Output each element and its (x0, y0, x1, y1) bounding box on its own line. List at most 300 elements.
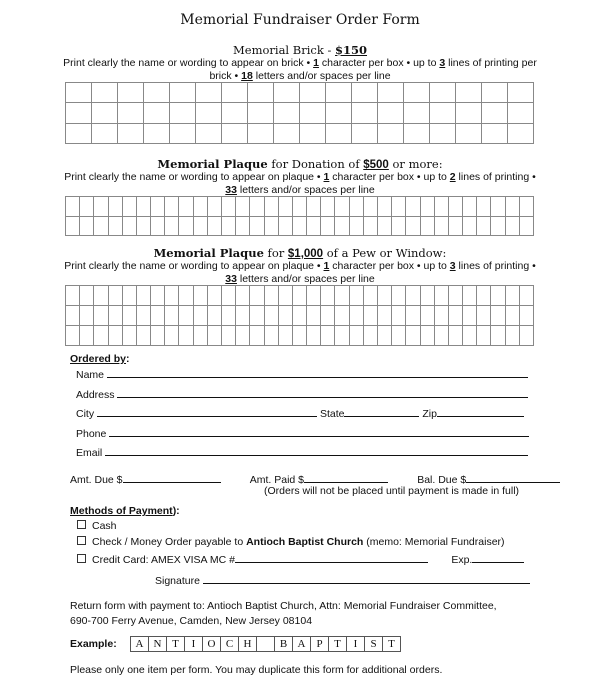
character-box[interactable] (265, 217, 279, 237)
character-box[interactable] (463, 286, 477, 306)
character-box[interactable] (477, 326, 491, 346)
amt-due-field[interactable] (123, 472, 221, 483)
character-box[interactable] (109, 286, 123, 306)
character-box[interactable] (335, 306, 349, 326)
city-row (76, 406, 524, 420)
character-box[interactable] (378, 103, 404, 123)
character-box[interactable] (364, 326, 378, 346)
character-box[interactable] (392, 217, 406, 237)
character-box[interactable] (404, 124, 430, 144)
character-box[interactable] (248, 103, 274, 123)
character-box[interactable] (109, 326, 123, 346)
character-box[interactable] (250, 217, 264, 237)
character-box[interactable] (222, 197, 236, 217)
character-box[interactable] (321, 306, 335, 326)
card-number-field[interactable] (235, 552, 428, 563)
character-box[interactable] (123, 217, 137, 237)
character-box[interactable] (430, 83, 456, 103)
character-box[interactable] (66, 217, 80, 237)
plaque500-letters: 33 (225, 184, 237, 196)
character-box[interactable] (350, 326, 364, 346)
character-box[interactable] (165, 217, 179, 237)
character-box[interactable] (335, 326, 349, 346)
character-box[interactable] (80, 306, 94, 326)
plaque500-lines: 2 (449, 171, 456, 183)
character-box[interactable] (421, 286, 435, 306)
character-box[interactable] (463, 217, 477, 237)
character-box[interactable] (421, 197, 435, 217)
character-box[interactable] (151, 326, 165, 346)
character-box[interactable] (364, 306, 378, 326)
plaque500-character-grid[interactable] (65, 196, 534, 236)
ordered-by-colon: : (126, 353, 130, 365)
plaque500-h3: or more: (388, 157, 443, 171)
plaque1000-chars: 1 (323, 260, 330, 272)
character-box[interactable] (477, 286, 491, 306)
character-box[interactable] (321, 286, 335, 306)
check-payee: Antioch Baptist Church (246, 536, 364, 548)
character-box[interactable] (364, 286, 378, 306)
character-box[interactable] (350, 197, 364, 217)
character-box[interactable] (463, 326, 477, 346)
character-box[interactable] (194, 326, 208, 346)
character-box[interactable] (170, 103, 196, 123)
character-box[interactable] (222, 103, 248, 123)
character-box[interactable] (109, 306, 123, 326)
character-box[interactable] (491, 306, 505, 326)
character-box[interactable] (406, 197, 420, 217)
character-box[interactable] (352, 124, 378, 144)
character-box[interactable] (463, 306, 477, 326)
brick-chars: 1 (313, 57, 319, 69)
character-box[interactable] (165, 326, 179, 346)
character-box[interactable] (520, 286, 534, 306)
character-box[interactable] (482, 103, 508, 123)
character-box[interactable] (508, 83, 534, 103)
payment-methods-label (70, 505, 180, 517)
character-box[interactable] (208, 326, 222, 346)
character-box[interactable] (520, 217, 534, 237)
character-box[interactable] (520, 197, 534, 217)
character-box[interactable] (456, 124, 482, 144)
character-box[interactable] (491, 326, 505, 346)
brick-instr-a: Print clearly the name or wording to appear on brick • (63, 57, 314, 69)
plaque1000-h2: for (263, 246, 288, 260)
character-box[interactable] (196, 103, 222, 123)
character-box[interactable] (307, 217, 321, 237)
character-box[interactable] (208, 306, 222, 326)
character-box[interactable] (321, 217, 335, 237)
plaque1000-instr-b: character per box • up to (329, 260, 450, 272)
character-box[interactable] (482, 83, 508, 103)
example-letter-box (257, 637, 275, 651)
character-box[interactable] (137, 306, 151, 326)
character-box[interactable] (248, 83, 274, 103)
character-box[interactable] (94, 306, 108, 326)
example-row (70, 636, 401, 652)
character-box[interactable] (430, 103, 456, 123)
character-box[interactable] (392, 286, 406, 306)
character-box[interactable] (80, 197, 94, 217)
character-box[interactable] (265, 286, 279, 306)
character-box[interactable] (274, 103, 300, 123)
phone-label: Phone (76, 428, 107, 440)
character-box[interactable] (236, 326, 250, 346)
character-box[interactable] (378, 124, 404, 144)
character-box[interactable] (151, 306, 165, 326)
example-label: Example: (70, 638, 117, 650)
character-box[interactable] (279, 306, 293, 326)
character-box[interactable] (196, 124, 222, 144)
character-box[interactable] (165, 197, 179, 217)
character-box[interactable] (196, 83, 222, 103)
character-box[interactable] (279, 217, 293, 237)
character-box[interactable] (123, 306, 137, 326)
brick-instr-c: lines of printing per brick • (209, 57, 537, 82)
character-box[interactable] (293, 286, 307, 306)
character-box[interactable] (137, 326, 151, 346)
character-box[interactable] (364, 197, 378, 217)
character-box[interactable] (307, 306, 321, 326)
character-box[interactable] (92, 124, 118, 144)
character-box[interactable] (248, 124, 274, 144)
character-box[interactable] (66, 103, 92, 123)
character-box[interactable] (66, 124, 92, 144)
character-box[interactable] (435, 326, 449, 346)
character-box[interactable] (208, 197, 222, 217)
character-box[interactable] (378, 306, 392, 326)
character-box[interactable] (179, 286, 193, 306)
character-box[interactable] (321, 326, 335, 346)
character-box[interactable] (144, 103, 170, 123)
character-box[interactable] (293, 197, 307, 217)
character-box[interactable] (430, 124, 456, 144)
credit-card-option[interactable] (77, 552, 524, 566)
brick-character-grid[interactable] (65, 82, 534, 144)
character-box[interactable] (222, 286, 236, 306)
check-checkbox[interactable] (77, 536, 86, 545)
character-box[interactable] (123, 326, 137, 346)
character-box[interactable] (250, 197, 264, 217)
character-box[interactable] (392, 306, 406, 326)
plaque1000-character-grid[interactable] (65, 285, 534, 346)
example-letter-box: P (311, 637, 329, 651)
return-text-1: Return form with payment to: Antioch Baptist Church, Attn: Memorial Fundraiser Committee, (70, 600, 497, 612)
character-box[interactable] (421, 306, 435, 326)
example-letter-box: A (131, 637, 149, 651)
character-box[interactable] (279, 197, 293, 217)
character-box[interactable] (94, 326, 108, 346)
character-box[interactable] (435, 286, 449, 306)
character-box[interactable] (279, 286, 293, 306)
example-letter-box: I (347, 637, 365, 651)
character-box[interactable] (449, 217, 463, 237)
character-box[interactable] (406, 306, 420, 326)
character-box[interactable] (170, 83, 196, 103)
character-box[interactable] (66, 286, 80, 306)
character-box[interactable] (378, 217, 392, 237)
character-box[interactable] (506, 306, 520, 326)
character-box[interactable] (222, 83, 248, 103)
character-box[interactable] (392, 326, 406, 346)
city-label: City (76, 408, 95, 420)
character-box[interactable] (194, 197, 208, 217)
character-box[interactable] (293, 326, 307, 346)
character-box[interactable] (406, 217, 420, 237)
character-box[interactable] (179, 197, 193, 217)
amt-paid-field[interactable] (304, 472, 388, 483)
page-title: Memorial Fundraiser Order Form (180, 12, 420, 28)
amt-paid-label: Amt. Paid $ (249, 474, 304, 486)
character-box[interactable] (508, 124, 534, 144)
character-box[interactable] (66, 83, 92, 103)
character-box[interactable] (364, 217, 378, 237)
address-label: Address (76, 389, 115, 401)
character-box[interactable] (236, 286, 250, 306)
character-box[interactable] (194, 217, 208, 237)
character-box[interactable] (456, 103, 482, 123)
character-box[interactable] (250, 286, 264, 306)
character-box[interactable] (179, 326, 193, 346)
character-box[interactable] (350, 286, 364, 306)
character-box[interactable] (477, 197, 491, 217)
plaque500-instructions (60, 171, 540, 197)
plaque500-chars: 1 (323, 171, 330, 183)
character-box[interactable] (144, 83, 170, 103)
plaque1000-heading (0, 246, 600, 261)
plaque1000-letters: 33 (225, 273, 237, 285)
character-box[interactable] (179, 217, 193, 237)
character-box[interactable] (378, 197, 392, 217)
character-box[interactable] (265, 306, 279, 326)
credit-card-checkbox[interactable] (77, 554, 86, 563)
character-box[interactable] (435, 306, 449, 326)
character-box[interactable] (404, 83, 430, 103)
character-box[interactable] (80, 326, 94, 346)
character-box[interactable] (137, 217, 151, 237)
character-box[interactable] (435, 217, 449, 237)
character-box[interactable] (506, 326, 520, 346)
city-field[interactable] (97, 406, 317, 417)
brick-letters: 18 (241, 70, 253, 82)
character-box[interactable] (449, 326, 463, 346)
character-box[interactable] (378, 83, 404, 103)
character-box[interactable] (456, 83, 482, 103)
brick-instr-b: character per box • up to (318, 57, 440, 69)
character-box[interactable] (491, 197, 505, 217)
character-box[interactable] (80, 286, 94, 306)
character-box[interactable] (508, 103, 534, 123)
cash-option[interactable] (77, 520, 117, 532)
character-box[interactable] (165, 286, 179, 306)
plaque1000-h3: of a Pew or Window: (323, 246, 447, 260)
character-box[interactable] (118, 83, 144, 103)
character-box[interactable] (506, 197, 520, 217)
character-box[interactable] (236, 306, 250, 326)
example-boxes (130, 636, 401, 652)
character-box[interactable] (491, 286, 505, 306)
character-box[interactable] (321, 197, 335, 217)
plaque500-price: $500 (363, 159, 389, 171)
character-box[interactable] (137, 286, 151, 306)
character-box[interactable] (350, 306, 364, 326)
character-box[interactable] (352, 83, 378, 103)
character-box[interactable] (506, 217, 520, 237)
character-box[interactable] (92, 103, 118, 123)
footer-note: Please only one item per form. You may duplicate this form for additional orders. (70, 664, 443, 676)
character-box[interactable] (279, 326, 293, 346)
brick-instr-d: letters and/or spaces per line (252, 70, 391, 82)
character-box[interactable] (293, 306, 307, 326)
plaque1000-instr-d: letters and/or spaces per line (236, 273, 375, 285)
email-field[interactable] (105, 445, 528, 456)
bal-due-field[interactable] (466, 472, 560, 483)
character-box[interactable] (520, 326, 534, 346)
plaque500-h2: for Donation of (267, 157, 364, 171)
example-letter-box: A (293, 637, 311, 651)
plaque1000-instr-c: lines of printing • (455, 260, 536, 272)
character-box[interactable] (165, 306, 179, 326)
plaque500-instr-a: Print clearly the name or wording to appear on plaque • (64, 171, 324, 183)
bal-due-label: Bal. Due $ (417, 474, 467, 486)
cash-label: Cash (92, 520, 117, 532)
character-box[interactable] (222, 217, 236, 237)
character-box[interactable] (335, 217, 349, 237)
zip-field[interactable] (437, 406, 524, 417)
character-box[interactable] (151, 197, 165, 217)
character-box[interactable] (151, 286, 165, 306)
character-box[interactable] (94, 197, 108, 217)
character-box[interactable] (208, 217, 222, 237)
name-field[interactable] (107, 367, 528, 378)
character-box[interactable] (137, 197, 151, 217)
character-box[interactable] (378, 286, 392, 306)
check-option[interactable] (77, 536, 505, 548)
character-box[interactable] (170, 124, 196, 144)
cash-checkbox[interactable] (77, 520, 86, 529)
character-box[interactable] (236, 217, 250, 237)
character-box[interactable] (352, 103, 378, 123)
plaque1000-instructions (60, 260, 540, 286)
plaque1000-heading-text: Memorial Plaque (153, 246, 264, 260)
credit-card-label: Credit Card: AMEX VISA MC # (92, 554, 235, 566)
character-box[interactable] (477, 217, 491, 237)
character-box[interactable] (307, 197, 321, 217)
character-box[interactable] (449, 286, 463, 306)
character-box[interactable] (123, 286, 137, 306)
character-box[interactable] (491, 217, 505, 237)
character-box[interactable] (404, 103, 430, 123)
character-box[interactable] (378, 326, 392, 346)
state-label: State (319, 408, 345, 420)
character-box[interactable] (300, 124, 326, 144)
character-box[interactable] (236, 197, 250, 217)
character-box[interactable] (326, 83, 352, 103)
character-box[interactable] (392, 197, 406, 217)
character-box[interactable] (274, 83, 300, 103)
character-box[interactable] (482, 124, 508, 144)
character-box[interactable] (406, 326, 420, 346)
email-label: Email (76, 447, 103, 459)
character-box[interactable] (250, 306, 264, 326)
character-box[interactable] (222, 124, 248, 144)
character-box[interactable] (307, 286, 321, 306)
character-box[interactable] (118, 103, 144, 123)
character-box[interactable] (520, 306, 534, 326)
character-box[interactable] (307, 326, 321, 346)
character-box[interactable] (94, 286, 108, 306)
character-box[interactable] (265, 326, 279, 346)
signature-field[interactable] (203, 573, 530, 584)
character-box[interactable] (326, 103, 352, 123)
amounts-row (70, 472, 560, 486)
example-letter-box: O (203, 637, 221, 651)
payment-methods-text: Methods of Payment (70, 505, 173, 517)
check-label: Check / Money Order payable to (92, 536, 247, 548)
character-box[interactable] (449, 306, 463, 326)
plaque1000-lines: 3 (449, 260, 456, 272)
character-box[interactable] (92, 83, 118, 103)
character-box[interactable] (109, 197, 123, 217)
character-box[interactable] (293, 217, 307, 237)
character-box[interactable] (265, 197, 279, 217)
character-box[interactable] (123, 197, 137, 217)
character-box[interactable] (477, 306, 491, 326)
character-box[interactable] (335, 197, 349, 217)
character-box[interactable] (94, 217, 108, 237)
address-row (76, 387, 528, 401)
character-box[interactable] (421, 217, 435, 237)
exp-field[interactable] (472, 552, 524, 563)
character-box[interactable] (326, 124, 352, 144)
character-box[interactable] (179, 306, 193, 326)
example-letter-box: N (149, 637, 167, 651)
character-box[interactable] (222, 306, 236, 326)
brick-price: $150 (335, 43, 368, 57)
character-box[interactable] (300, 103, 326, 123)
character-box[interactable] (406, 286, 420, 306)
character-box[interactable] (208, 286, 222, 306)
character-box[interactable] (66, 326, 80, 346)
character-box[interactable] (274, 124, 300, 144)
character-box[interactable] (151, 217, 165, 237)
character-box[interactable] (449, 197, 463, 217)
character-box[interactable] (66, 197, 80, 217)
character-box[interactable] (335, 286, 349, 306)
character-box[interactable] (118, 124, 144, 144)
plaque500-instr-b: character per box • up to (329, 171, 450, 183)
example-letter-box: S (365, 637, 383, 651)
character-box[interactable] (222, 326, 236, 346)
character-box[interactable] (250, 326, 264, 346)
character-box[interactable] (350, 217, 364, 237)
character-box[interactable] (506, 286, 520, 306)
address-field[interactable] (117, 387, 528, 398)
character-box[interactable] (463, 197, 477, 217)
character-box[interactable] (66, 306, 80, 326)
character-box[interactable] (80, 217, 94, 237)
phone-field[interactable] (109, 426, 529, 437)
character-box[interactable] (194, 286, 208, 306)
character-box[interactable] (109, 217, 123, 237)
brick-lines: 3 (439, 57, 446, 69)
character-box[interactable] (144, 124, 170, 144)
character-box[interactable] (435, 197, 449, 217)
character-box[interactable] (194, 306, 208, 326)
state-field[interactable] (344, 406, 419, 417)
character-box[interactable] (421, 326, 435, 346)
character-box[interactable] (300, 83, 326, 103)
